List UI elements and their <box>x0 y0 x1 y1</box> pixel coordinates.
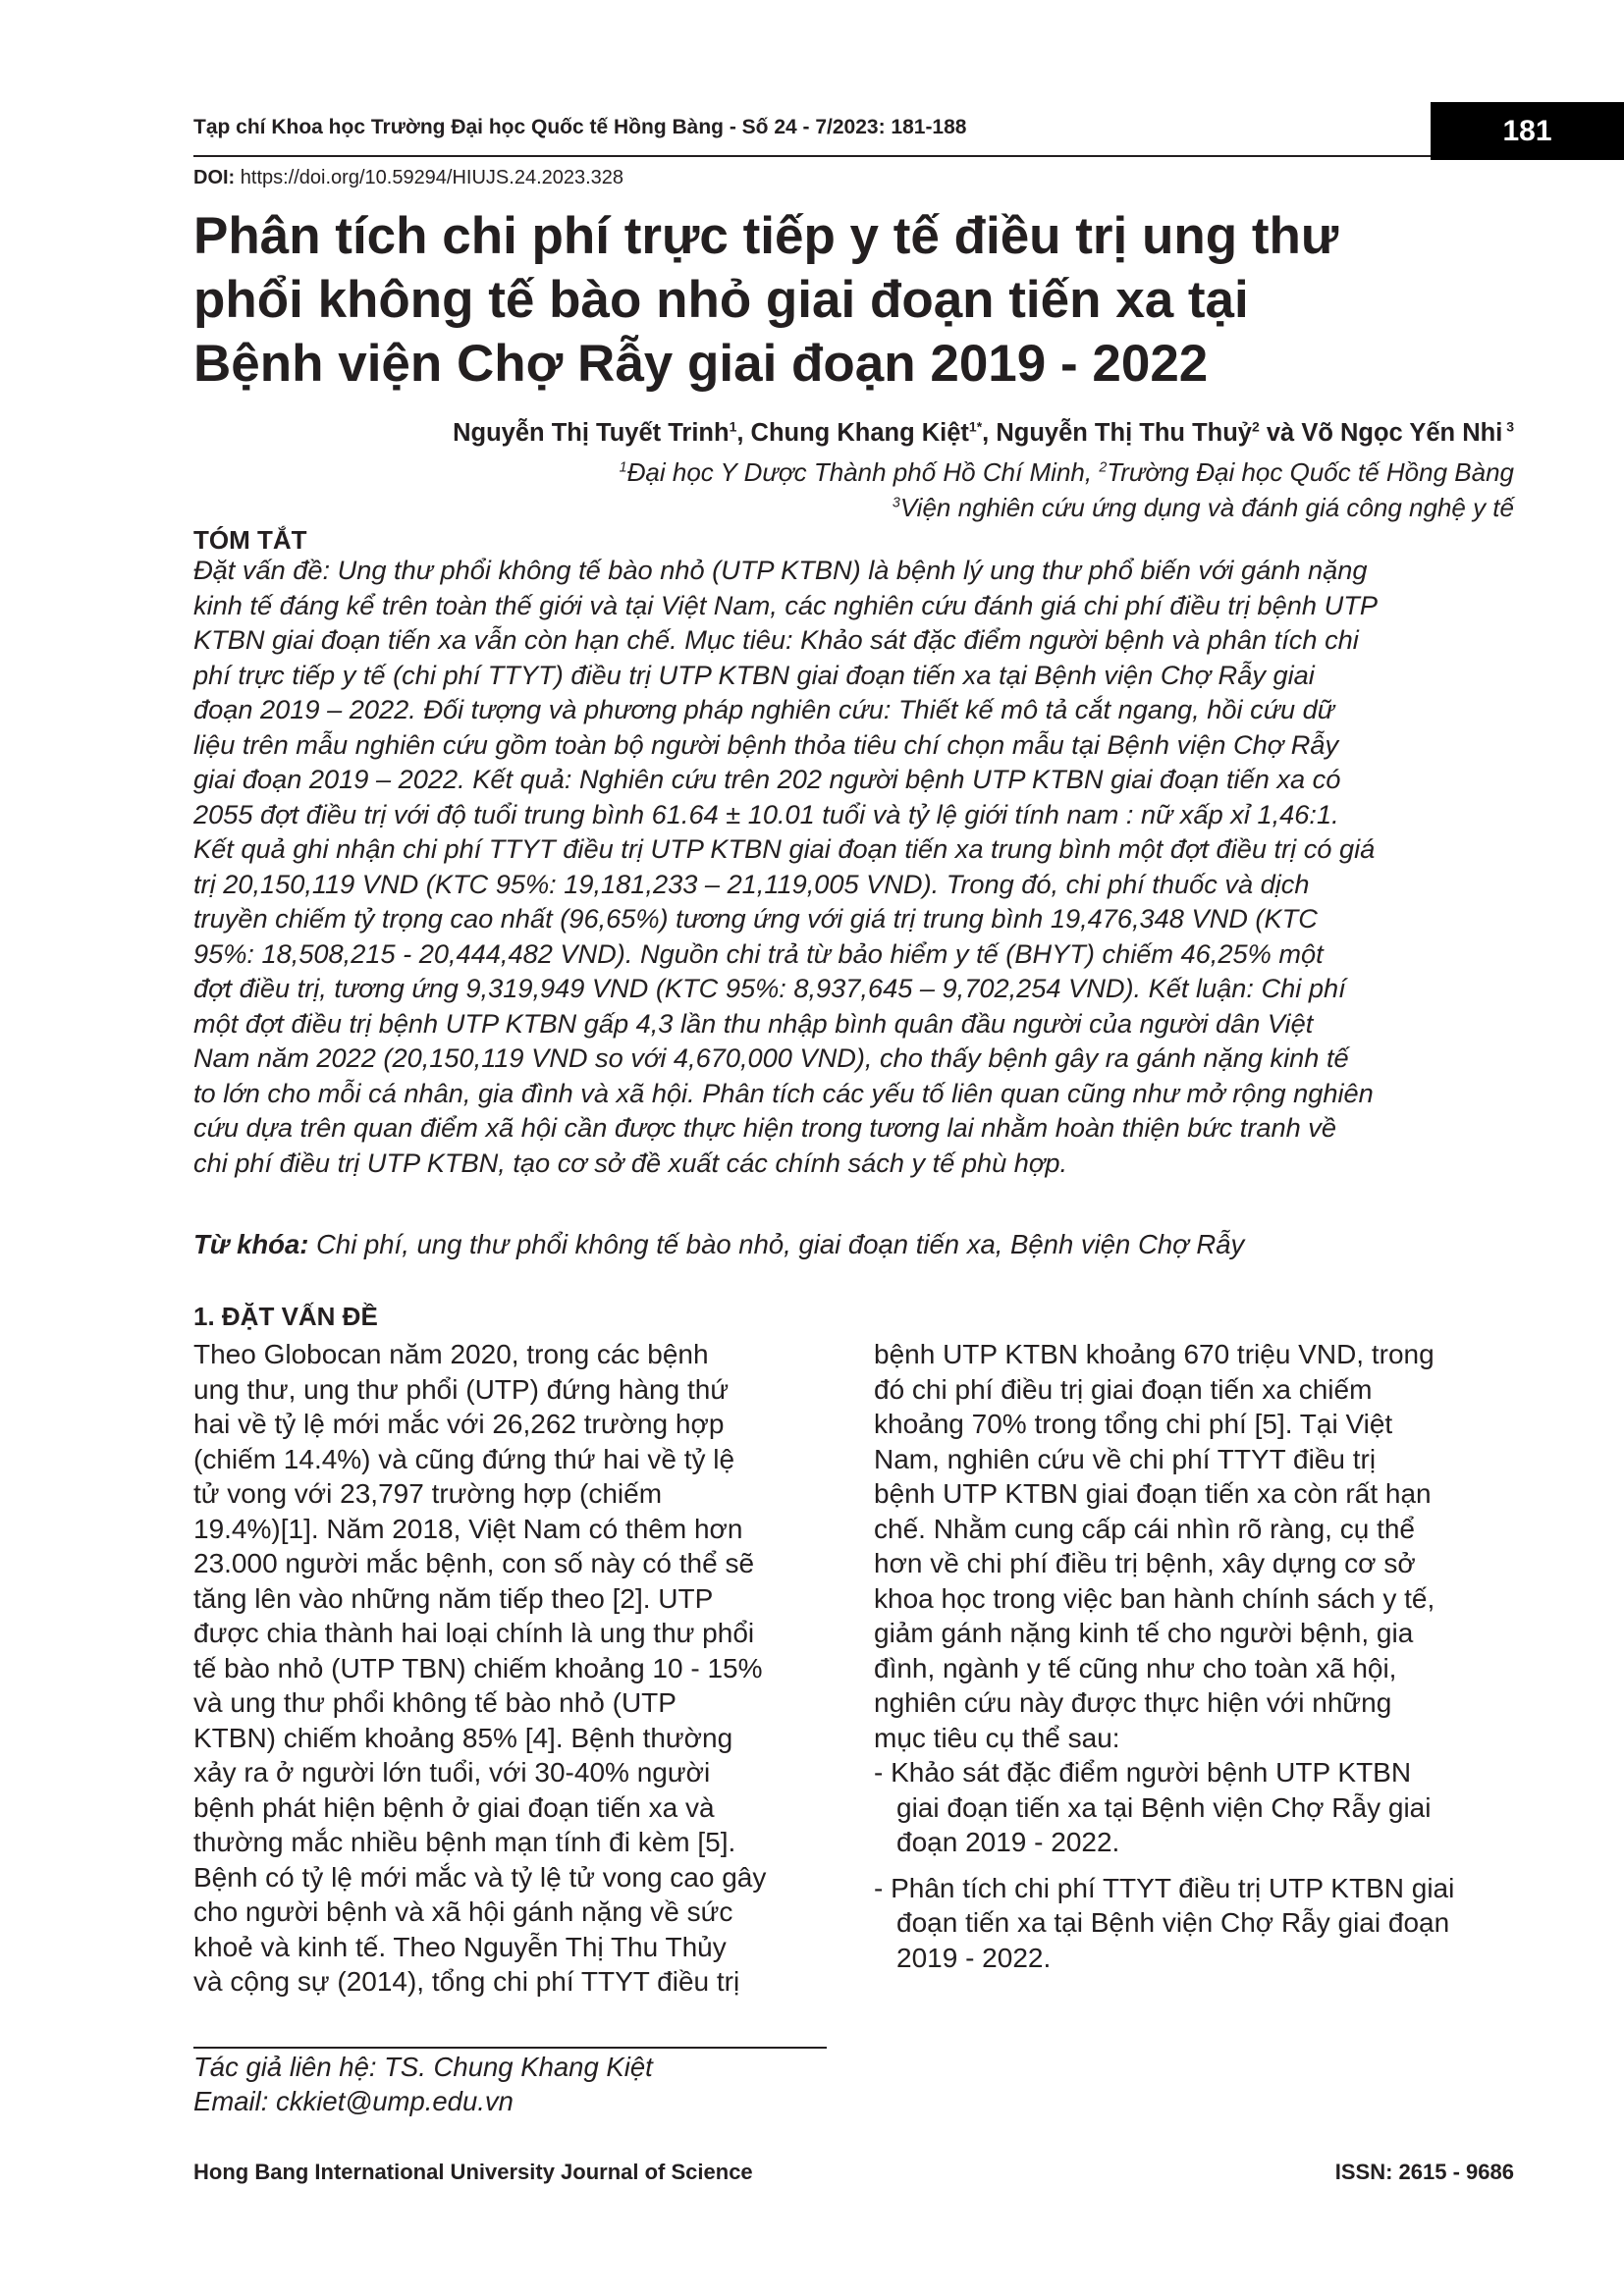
body-line: giảm gánh nặng kinh tế cho người bệnh, gia <box>874 1618 1414 1648</box>
body-line: tử vong với 23,797 trường hợp (chiếm <box>193 1478 663 1509</box>
author-1: Nguyễn Thị Tuyết Trinh <box>453 419 730 447</box>
keywords-text: Chi phí, ung thư phổi không tế bào nhỏ, giai đoạn tiến xa, Bệnh viện Chợ Rẫy <box>308 1229 1245 1259</box>
abstract-line: giai đoạn 2019 – 2022. Kết quả: Nghiên cứu trên 202 người bệnh UTP KTBN giai đoạn tiến xa có <box>193 764 1341 794</box>
abstract-line: liệu trên mẫu nghiên cứu gồm toàn bộ người bệnh thỏa tiêu chí chọn mẫu tại Bệnh viện Chợ Rẫy <box>193 728 1339 760</box>
body-line: tăng lên vào những năm tiếp theo [2]. UTP <box>193 1582 714 1614</box>
left-column <box>193 1337 827 2000</box>
abstract-line: cứu dựa trên quan điểm xã hội cần được thực hiện trong tương lai nhằm hoàn thiện bức tranh về <box>193 1112 1337 1143</box>
body-line: tế bào nhỏ (UTP TBN) chiếm khoảng 10 - 15% <box>193 1652 763 1683</box>
body-line: xảy ra ở người lớn tuổi, với 30-40% người <box>193 1757 711 1788</box>
abstract-line: đợt điều trị, tương ứng 9,319,949 VND (KTC 95%: 8,937,645 – 9,702,254 VND). Kết luận: Chi phí <box>193 973 1346 1003</box>
body-line: Theo Globocan năm 2020, trong các bệnh <box>193 1339 709 1369</box>
body-line: 23.000 người mắc bệnh, con số này có thể sẽ <box>193 1548 755 1578</box>
body-line: bệnh phát hiện bệnh ở giai đoạn tiến xa và <box>193 1791 715 1823</box>
author-1-affil: 1 <box>729 418 737 435</box>
abstract-line: Kết quả ghi nhận chi phí TTYT điều trị UTP KTBN giai đoạn tiến xa trung bình một đợt điều trị có giá <box>193 833 1376 864</box>
abstract-line: một đợt điều trị bệnh UTP KTBN gấp 4,3 lần thu nhập bình quân đầu người của người dân Việt <box>193 1007 1314 1039</box>
author-2-affil: 1* <box>968 418 983 435</box>
body-line: 19.4%)[1]. Năm 2018, Việt Nam có thêm hơn <box>193 1513 743 1544</box>
doi-line <box>193 167 623 189</box>
author-3-affil: 2 <box>1251 418 1260 435</box>
body-line: hơn về chi phí điều trị bệnh, xây dựng cơ sở <box>874 1548 1416 1578</box>
objective-1-line-1: - Khảo sát đặc điểm người bệnh UTP KTBN <box>874 1757 1412 1788</box>
journal-header: Tạp chí Khoa học Trường Đại học Quốc tế Hồng Bàng - Số 24 - 7/2023: 181-188 <box>193 116 967 138</box>
abstract-body <box>193 553 1514 1180</box>
author-4-affil: 3 <box>1502 418 1514 435</box>
affiliation-line-1: $^1$Đại học Y Dược Thành phố Hồ Chí Minh, $^2$Trường Đại học Quốc tế Hồng Bàng <box>619 457 1514 487</box>
objective-1-line-3: đoạn 2019 - 2022. <box>896 1827 1120 1857</box>
abstract-line: đoạn 2019 – 2022. Đối tượng và phương pháp nghiên cứu: Thiết kế mô tả cắt ngang, hồi cứu dữ <box>193 694 1334 724</box>
body-line: bệnh UTP KTBN khoảng 670 triệu VND, trong <box>874 1339 1435 1369</box>
body-line: cho người bệnh và xã hội gánh nặng về sức <box>193 1896 733 1927</box>
keywords-label: Từ khóa: <box>193 1229 309 1259</box>
doi-label: DOI: <box>193 167 236 188</box>
objective-2-line-3: 2019 - 2022. <box>896 1942 1052 1973</box>
body-line: chế. Nhằm cung cấp cái nhìn rõ ràng, cụ thể <box>874 1513 1415 1544</box>
abstract-line: phí trực tiếp y tế (chi phí TTYT) điều trị UTP KTBN giai đoạn tiến xa tại Bệnh viện Chợ Rẫy giai <box>193 659 1315 690</box>
abstract-heading: TÓM TẮT <box>193 525 307 555</box>
abstract-line: 2055 đợt điều trị với độ tuổi trung bình 61.64 ± 10.01 tuổi và tỷ lệ giới tính nam : nữ xấp xỉ 1,46:1. <box>193 798 1339 829</box>
abstract-line: Nam năm 2022 (20,150,119 VND so với 4,670,000 VND), cho thấy bệnh gây ra gánh nặng kinh tế <box>193 1042 1349 1073</box>
body-line: khoẻ và kinh tế. Theo Nguyễn Thị Thu Thủy <box>193 1931 727 1962</box>
body-line: KTBN) chiếm khoảng 85% [4]. Bệnh thường <box>193 1722 733 1753</box>
body-line: nghiên cứu này được thực hiện với những <box>874 1687 1392 1718</box>
right-column <box>874 1337 1507 1975</box>
abstract-line: trị 20,150,119 VND (KTC 95%: 19,181,233 – 21,119,005 VND). Trong đó, chi phí thuốc và dịch <box>193 868 1310 899</box>
objective-1-line-2: giai đoạn tiến xa tại Bệnh viện Chợ Rẫy giai <box>896 1791 1432 1823</box>
abstract-line: kinh tế đáng kể trên toàn thế giới và tại Việt Nam, các nghiên cứu đánh giá chi phí điều trị bệnh UTP <box>193 589 1378 620</box>
author-list <box>453 419 1514 448</box>
objective-2-line-2: đoạn tiến xa tại Bệnh viện Chợ Rẫy giai đoạn <box>896 1907 1450 1938</box>
corresponding-author <box>193 2050 653 2118</box>
body-line: được chia thành hai loại chính là ung thư phổi <box>193 1618 755 1648</box>
author-2: , Chung Khang Kiệt <box>736 419 969 447</box>
body-line: Bệnh có tỷ lệ mới mắc và tỷ lệ tử vong cao gây <box>193 1861 767 1893</box>
section-heading: 1. ĐẶT VẤN ĐỀ <box>193 1302 378 1331</box>
body-line: bệnh UTP KTBN giai đoạn tiến xa còn rất hạn <box>874 1478 1432 1509</box>
body-line: ung thư, ung thư phổi (UTP) đứng hàng thứ <box>193 1373 730 1405</box>
body-line: đình, ngành y tế cũng như cho toàn xã hội, <box>874 1652 1397 1683</box>
title-line-3: Bệnh viện Chợ Rẫy giai đoạn 2019 - 2022 <box>193 335 1209 393</box>
title-line-1: Phân tích chi phí trực tiếp y tế điều trị ung thư <box>193 207 1339 265</box>
footnote-rule <box>193 2047 827 2049</box>
affiliation-line-2: $^3$Viện nghiên cứu ứng dụng và đánh giá công nghệ y tế <box>892 493 1514 522</box>
body-line: và cộng sự (2014), tổng chi phí TTYT điều trị <box>193 1966 740 1997</box>
doi-link[interactable]: https://doi.org/10.59294/HIUJS.24.2023.328 <box>235 167 624 188</box>
contact-author: Tác giả liên hệ: TS. Chung Khang Kiệt <box>193 2052 653 2082</box>
body-line: khoảng 70% trong tổng chi phí [5]. Tại Việt <box>874 1409 1393 1439</box>
author-4: và Võ Ngọc Yến Nhi <box>1259 419 1503 447</box>
objective-2-line-1: - Phân tích chi phí TTYT điều trị UTP KTBN giai <box>874 1872 1455 1903</box>
abstract-line: KTBN giai đoạn tiến xa vẫn còn hạn chế. Mục tiêu: Khảo sát đặc điểm người bệnh và phân tích chi <box>193 624 1359 655</box>
body-line: thường mắc nhiều bệnh mạn tính đi kèm [5]. <box>193 1827 736 1857</box>
body-line: đó chi phí điều trị giai đoạn tiến xa chiếm <box>874 1373 1373 1405</box>
page-number-badge: 181 <box>1431 102 1624 160</box>
article-title <box>193 204 1514 396</box>
abstract-line: chi phí điều trị UTP KTBN, tạo cơ sở đề xuất các chính sách y tế phù hợp. <box>193 1147 1068 1178</box>
body-line: và ung thư phổi không tế bào nhỏ (UTP <box>193 1687 677 1718</box>
author-3: , Nguyễn Thị Thu Thuỷ <box>982 419 1252 447</box>
body-line: khoa học trong việc ban hành chính sách y tế, <box>874 1582 1435 1614</box>
contact-email[interactable]: Email: ckkiet@ump.edu.vn <box>193 2086 514 2116</box>
footer-journal: Hong Bang International University Journal of Science <box>193 2160 753 2184</box>
header-rule <box>193 155 1431 157</box>
abstract-line: truyền chiếm tỷ trọng cao nhất (96,65%) tương ứng với giá trị trung bình 19,476,348 VND (KTC <box>193 903 1318 934</box>
keywords <box>193 1229 1244 1260</box>
body-line: mục tiêu cụ thể sau: <box>874 1722 1120 1753</box>
title-line-2: phổi không tế bào nhỏ giai đoạn tiến xa tại <box>193 271 1249 329</box>
body-line: Nam, nghiên cứu về chi phí TTYT điều trị <box>874 1443 1377 1474</box>
abstract-line: Đặt vấn đề: Ung thư phổi không tế bào nhỏ (UTP KTBN) là bệnh lý ung thư phổ biến với gánh nặng <box>193 555 1368 585</box>
abstract-line: to lớn cho mỗi cá nhân, gia đình và xã hội. Phân tích các yếu tố liên quan cũng như mở rộng nghiên <box>193 1077 1374 1108</box>
body-line: hai về tỷ lệ mới mắc với 26,262 trường hợp <box>193 1409 725 1439</box>
body-line: (chiếm 14.4%) và cũng đứng thứ hai về tỷ lệ <box>193 1443 735 1474</box>
abstract-line: 95%: 18,508,215 - 20,444,482 VND). Nguồn chi trả từ bảo hiểm y tế (BHYT) chiếm 46,25% một <box>193 937 1324 969</box>
footer-issn: ISSN: 2615 - 9686 <box>1334 2160 1514 2184</box>
